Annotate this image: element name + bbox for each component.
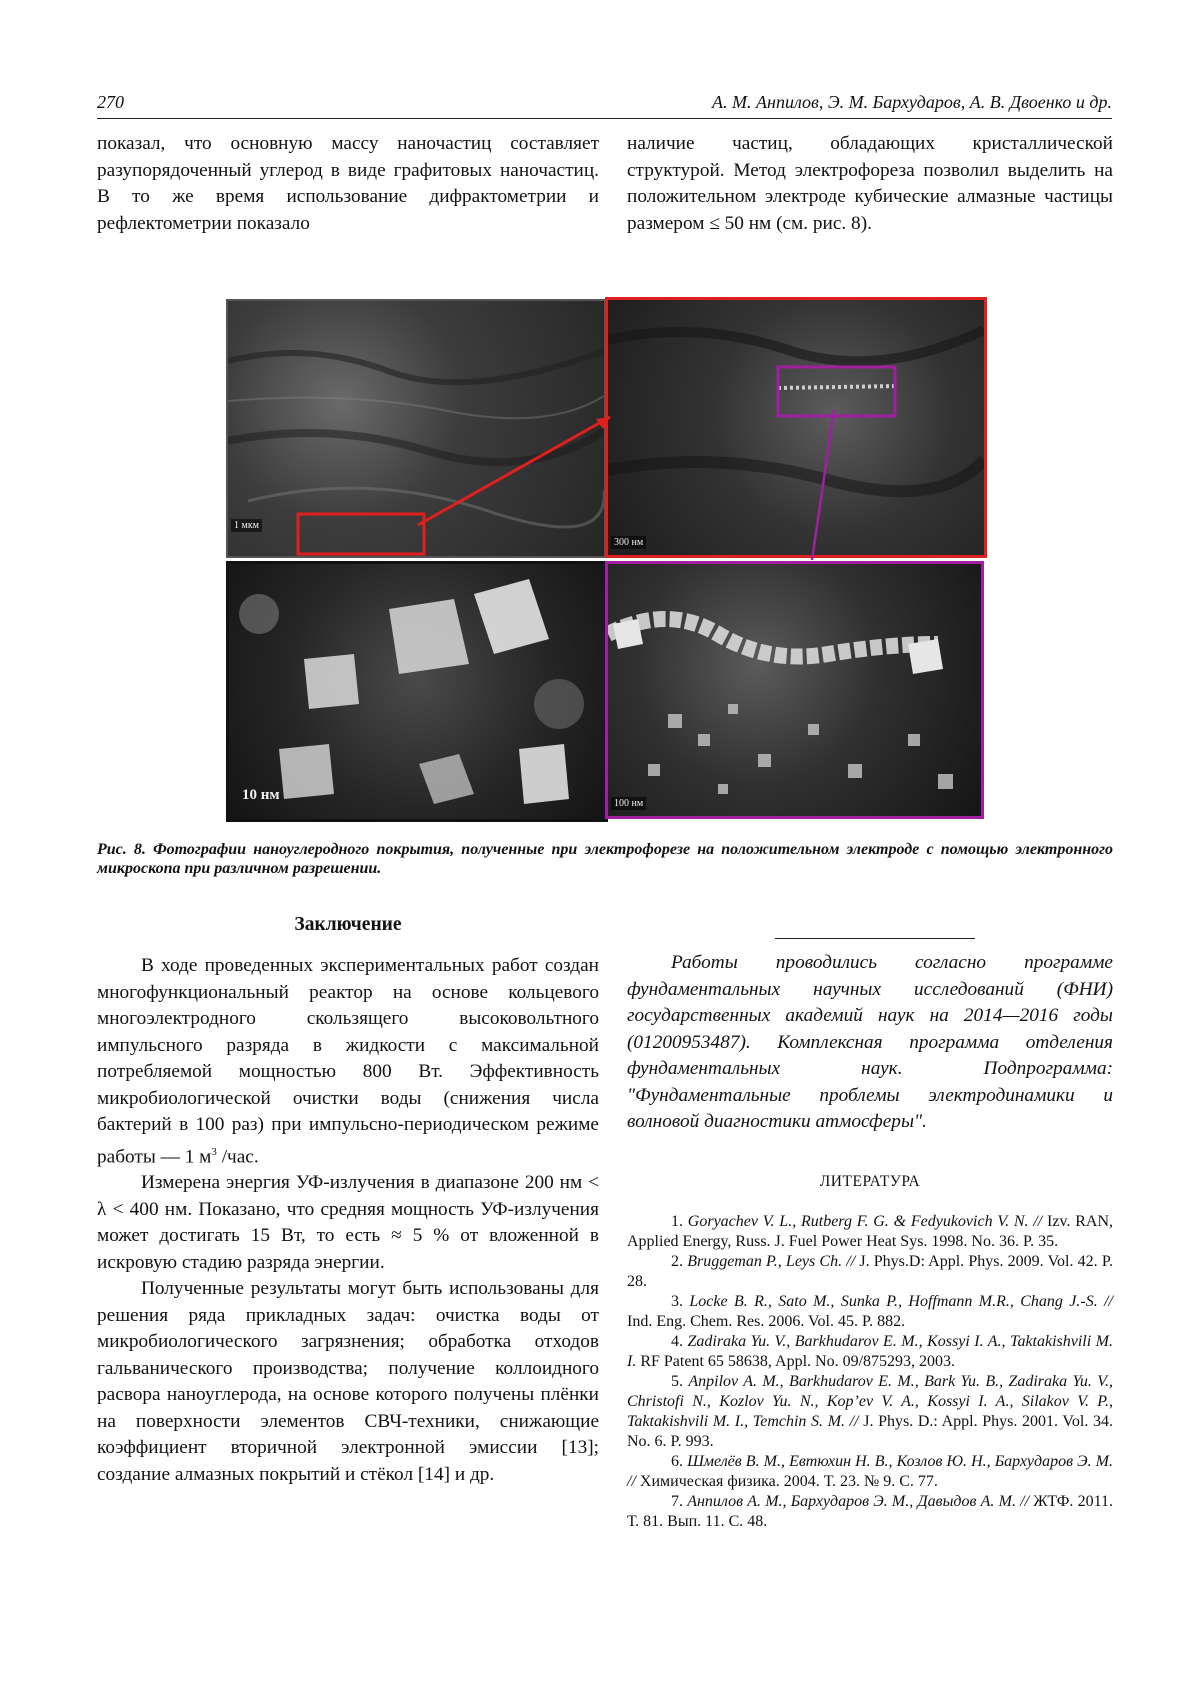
sem-image-100nm — [605, 561, 984, 819]
sem-image-300nm — [605, 297, 987, 558]
reference-item: 7. Анпилов А. М., Бархударов Э. М., Давыдов А. М. // ЖТФ. 2011. Т. 81. Вып. 11. С. 48. — [627, 1493, 1113, 1530]
references-heading: ЛИТЕРАТУРА — [819, 1173, 921, 1190]
zoom-box-magenta — [778, 367, 895, 416]
sem-crystals-chain — [608, 564, 981, 816]
conclusion-paragraph-2: Измерена энергия УФ-излучения в диапазоне 200 нм < λ < 400 нм. Показано, что средняя мощность УФ-излучения может достигать 15 Вт, то есть ≈ 5 % от вложенной в искровую стадию разряда энергии. — [97, 1172, 599, 1273]
funding-rule — [775, 938, 975, 939]
scale-bar-1: 1 мкм — [231, 519, 262, 532]
zoom-box-red — [298, 514, 424, 554]
conclusion-heading: Заключение — [294, 914, 402, 935]
reference-item: 1. Goryachev V. L., Rutberg F. G. & Fedyukovich V. N. // Izv. RAN, Applied Energy, Russ. J. Fuel Power Heat Sys. 1998. No. 36. P. 35. — [627, 1213, 1113, 1250]
reference-item: 3. Locke B. R., Sato M., Sunka P., Hoffmann M.R., Chang J.-S. // Ind. Eng. Chem. Res. 2006. Vol. 45. P. 882. — [627, 1293, 1114, 1330]
conclusion-body — [97, 953, 599, 1488]
top-text-left: показал, что основную массу наночастиц составляет разупорядоченный углерод в виде графитовых наночастиц. В то же время использование дифрактометрии и рефлектометрии показало — [97, 133, 599, 234]
sem-texture-2 — [608, 300, 984, 555]
sem-crystals-large — [229, 564, 605, 819]
page-number: 270 — [97, 92, 124, 112]
figure-caption: Рис. 8. Фотографии наноуглеродного покрытия, полученные при электрофорезе на положительном электроде с помощью электронного микроскопа при различном разрешении. — [97, 841, 1113, 877]
scale-bar-4: 100 нм — [611, 797, 646, 810]
reference-item: 5. Anpilov A. M., Barkhudarov E. M., Bark Yu. B., Zadiraka Yu. V., Christofi N., Kozlov Yu. N., Kop’ev V. A., Kossyi I. A., Silakov V. P., Taktakishvili M. I., Temchin S. M. // J. Phys. D.: Appl. Phys. 2001. Vol. 34. No. 6. P. 993. — [627, 1373, 1114, 1450]
sem-texture-1 — [228, 301, 604, 556]
scale-bar-3: 10 нм — [242, 787, 280, 803]
conclusion-paragraph-3: Полученные результаты могут быть использованы для решения ряда прикладных задач: очистка воды от микробиологического загрязнения; обработка отходов гальванического производства; получение коллоидного расвора наноуглерода, на основе которого получены плёнки на поверхности элементов СВЧ-техники, снижающие коэффициент вторичной электронной эмиссии [13]; создание алмазных покрытий и стёкол [14] и др. — [97, 1278, 599, 1485]
funding-note: Работы проводились согласно программе фундаментальных научных исследований (ФНИ) государственных академий наук на 2014—2016 годы (01200953487). Комплексная программа отделения фундаментальных наук. Подпрограмма: "Фундаментальные проблемы электродинамики и волновой диагностики атмосферы". — [627, 952, 1113, 1132]
reference-item: 4. Zadiraka Yu. V., Barkhudarov E. M., Kossyi I. A., Taktakishvili M. I. RF Patent 65 58638, Appl. No. 09/875293, 2003. — [627, 1333, 1114, 1370]
sem-image-1mkm — [226, 299, 606, 558]
reference-item: 6. Шмелёв В. М., Евтюхин Н. В., Козлов Ю. Н., Бархударов Э. М. // Химическая физика. 2004. Т. 23. № 9. С. 77. — [627, 1453, 1113, 1490]
sem-image-10nm — [226, 561, 608, 822]
running-head-authors: А. М. Анпилов, Э. М. Бархударов, А. В. Двоенко и др. — [712, 92, 1112, 112]
conclusion-paragraph-1: В ходе проведенных экспериментальных работ создан многофункциональный реактор на основе кольцевого многоэлектродного скользящего высоковольтного импульсного разряда в жидкости с максимальной потребляемой мощностью 800 Вт. Эффективность микробиологической очистки воды (снижения числа бактерий в 100 раз) при импульсно-периодическом режиме работы — 1 $м^3$ /час. — [97, 955, 599, 1167]
scale-bar-2: 300 нм — [611, 536, 646, 549]
references-list — [627, 1212, 1113, 1532]
reference-item: 2. Bruggeman P., Leys Ch. // J. Phys.D: Appl. Phys. 2009. Vol. 42. P. 28. — [627, 1253, 1113, 1290]
figure-8 — [222, 295, 995, 821]
header-rule — [97, 118, 1112, 119]
top-text-right: наличие частиц, обладающих кристаллической структурой. Метод электрофореза позволил выделить на положительном электроде кубические алмазные частицы размером ≤ 50 нм (см. рис. 8). — [627, 133, 1113, 234]
